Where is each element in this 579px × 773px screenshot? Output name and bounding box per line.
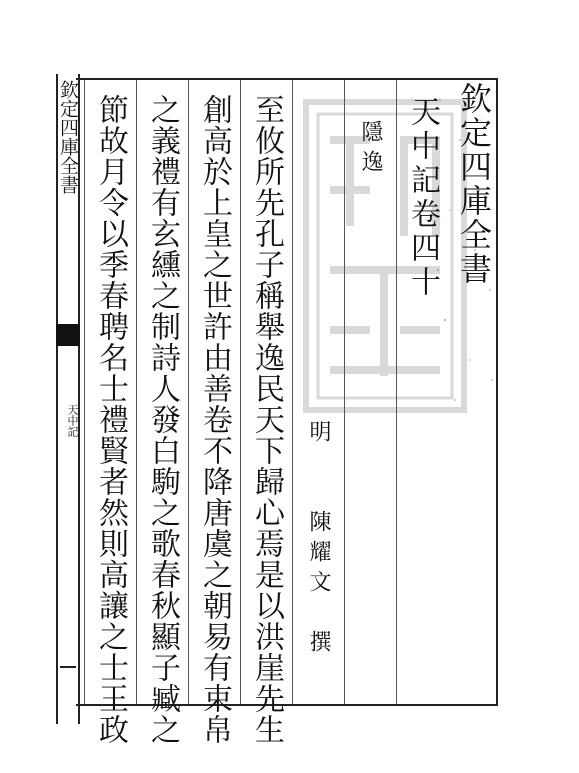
edge-book-title: 欽定四庫全書 — [57, 80, 79, 194]
body-line-2: 創高於上皇之世許由善卷不降唐虞之朝易有束帛 — [197, 94, 232, 745]
section-heading: 隱逸 — [358, 120, 383, 180]
body-line-1: 至攸所先孔子稱舉逸民天下歸心焉是以洪崖先生 — [249, 94, 284, 745]
author-line: 明 陳耀文 撰 — [306, 420, 331, 660]
edge-page-mark — [60, 666, 76, 668]
edge-section-title: 天中記 — [66, 404, 79, 437]
text-column-2 — [344, 80, 394, 704]
book-title: 欽定四庫全書 — [455, 82, 493, 286]
text-column-5 — [188, 80, 238, 745]
text-column-6 — [136, 80, 186, 745]
paper-speckle-texture — [430, 80, 500, 420]
body-line-3: 之義禮有玄纁之制詩人發白駒之歌春秋顯子臧之 — [145, 94, 180, 745]
volume-heading: 天中記卷四十 — [405, 96, 440, 300]
body-line-4: 節故月令以季春聘名士禮賢者然則高讓之士王政 — [93, 94, 128, 745]
text-column-7 — [84, 80, 134, 745]
text-column-4 — [240, 80, 290, 745]
text-column-3 — [292, 80, 342, 704]
